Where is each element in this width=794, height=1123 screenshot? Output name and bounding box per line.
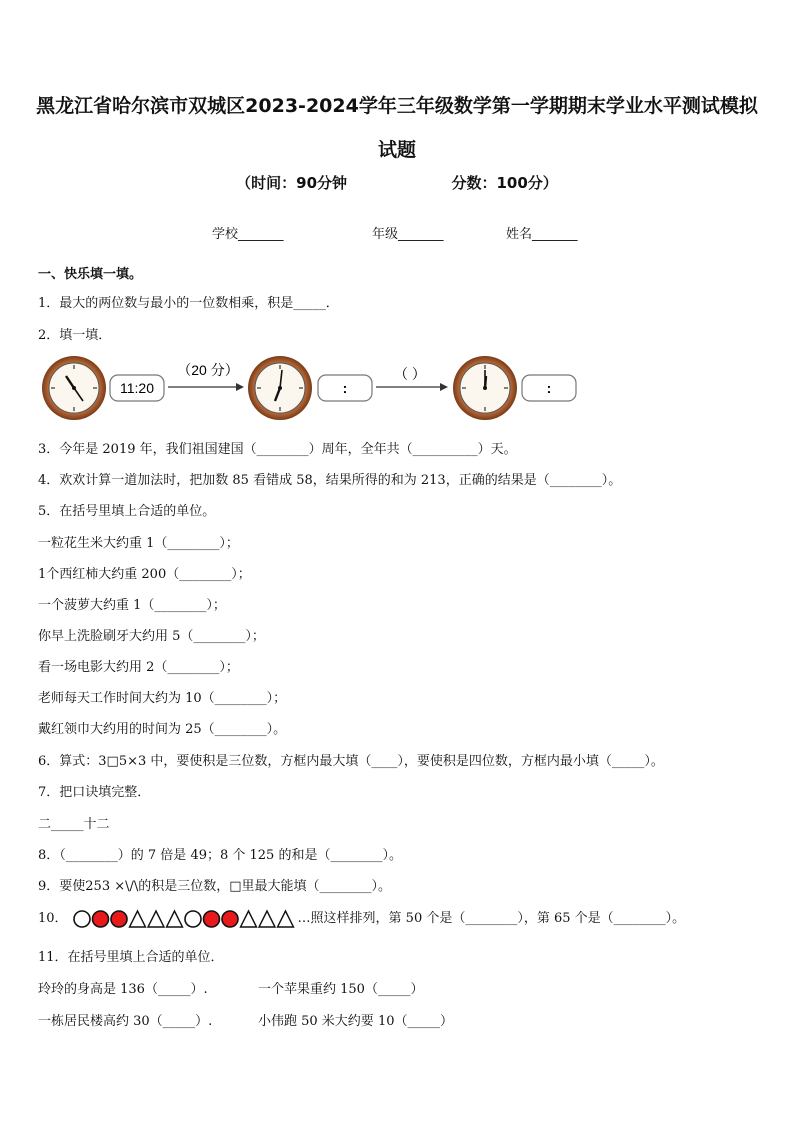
question-11d: 小伟跑 50 米大约要 10（_____） (258, 1014, 453, 1029)
hollow-circle-icon (185, 911, 201, 927)
arrow-2-label: （ ） (394, 366, 426, 382)
triangle-icon (148, 911, 164, 927)
question-5g: 戴红领巾大约用的时间为 25（________）。 (38, 722, 287, 737)
clock-1-icon (42, 356, 106, 420)
shape-sequence (72, 909, 298, 929)
question-9: 9．要使253 ×\/\的积是三位数，□里最大能填（________）。 (38, 879, 392, 894)
triangle-icon (259, 911, 275, 927)
question-5b: 1个西红柿大约重 200（________）； (38, 567, 251, 582)
question-11c: 一栋居民楼高约 30（_____）. (38, 1014, 213, 1029)
clock-diagram (38, 353, 598, 423)
question-10-number: 10． (38, 911, 68, 926)
question-6: 6．算式：3□5×3 中，要使积是三位数，方框内最大填（____），要使积是四位数，方框内最小填（_____）。 (38, 754, 664, 769)
question-8: 8．（________）的 7 倍是 49；8 个 125 的和是（________）。 (38, 848, 402, 863)
red-circle-icon (92, 911, 108, 927)
question-4: 4．欢欢计算一道加法时，把加数 85 看错成 58，结果所得的和为 213，正确的结果是（________）。 (38, 473, 622, 488)
score-info: 分数：100分） (451, 174, 558, 192)
time-label: 11:20 (120, 380, 154, 396)
hollow-circle-icon (74, 911, 90, 927)
question-10-text: …照这样排列，第 50 个是（________），第 65 个是（________）。 (297, 911, 686, 926)
grade-field: 年级_______ (372, 227, 444, 242)
triangle-icon (129, 911, 145, 927)
question-2: 2．填一填． (38, 328, 112, 343)
arrow-1-label: （20 分） (177, 362, 239, 378)
question-11b: 一个苹果重约 150（_____） (258, 982, 424, 997)
question-7a: 二_____十二 (38, 817, 110, 832)
arrow-1-icon (236, 383, 244, 391)
name-field: 姓名_______ (506, 227, 578, 242)
red-circle-icon (111, 911, 127, 927)
question-5e: 看一场电影大约用 2（________）； (38, 660, 239, 675)
question-7: 7．把口诀填完整． (38, 785, 151, 800)
page-title: 黑龙江省哈尔滨市双城区2023-2024学年三年级数学第一学期期末学业水平测试模拟试题 (36, 95, 758, 161)
answer-box-1-colon: : (342, 380, 348, 396)
time-info: （时间：90分钟 (236, 174, 348, 192)
question-3: 3．今年是 2019 年，我们祖国建国（________）周年，全年共（__________）天。 (38, 442, 517, 457)
question-5: 5．在括号里填上合适的单位。 (38, 504, 216, 519)
red-circle-icon (203, 911, 219, 927)
question-5a: 一粒花生米大约重 1（________）； (38, 536, 239, 551)
school-field: 学校_______ (212, 227, 284, 242)
question-5f: 老师每天工作时间大约为 10（________）； (38, 691, 287, 706)
question-1: 1．最大的两位数与最小的一位数相乘，积是_____． (38, 296, 339, 311)
red-circle-icon (222, 911, 238, 927)
triangle-icon (240, 911, 256, 927)
arrow-2-icon (440, 383, 448, 391)
clock-diagram-svg (38, 353, 598, 423)
question-5d: 你早上洗脸刷牙大约用 5（________）； (38, 629, 265, 644)
clock-2-icon (248, 356, 312, 420)
question-11: 11．在括号里填上合适的单位． (38, 950, 224, 965)
section-heading: 一、快乐填一填。 (38, 267, 143, 282)
question-11a: 玲玲的身高是 136（_____）. (38, 982, 208, 997)
triangle-icon (277, 911, 293, 927)
answer-box-2-colon: : (546, 380, 552, 396)
question-10 (38, 907, 685, 929)
clock-3-icon (453, 356, 517, 420)
exam-meta (0, 172, 794, 193)
question-5c: 一个菠萝大约重 1（________）； (38, 598, 226, 613)
triangle-icon (166, 911, 182, 927)
